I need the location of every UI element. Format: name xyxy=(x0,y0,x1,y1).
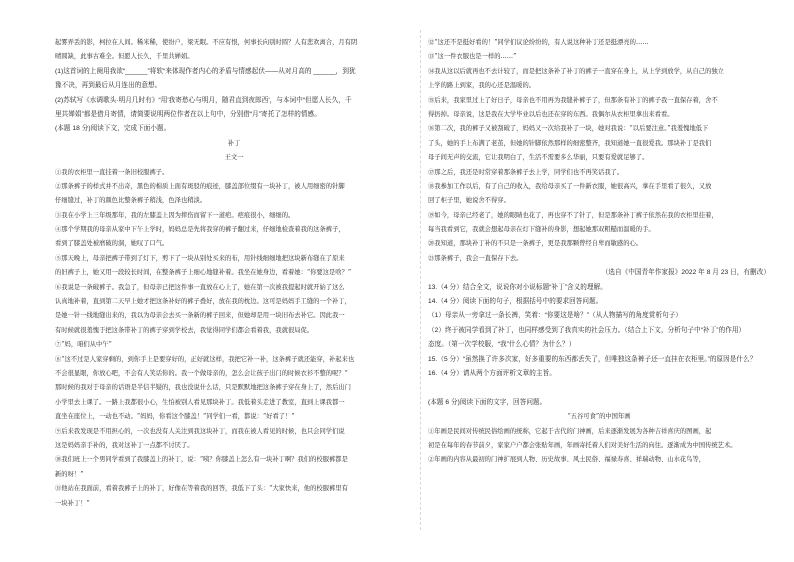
text-line: ⑦“妈，咱们从中午” xyxy=(55,341,112,349)
text-line: 母子间无声的交流，它让我明白了，生活不需要多么华丽，只要有爱就足够了。 xyxy=(428,154,649,162)
column-divider xyxy=(420,30,421,530)
right-column xyxy=(428,36,770,468)
text-line: 一块补丁！” xyxy=(55,499,90,507)
text-line: 13.（4 分）结合全文，说说你对小说标题“补丁”含义的理解。 xyxy=(428,283,607,291)
text-line: ⑪他站在我面前，看着我裤子上的补丁，好像在等着我的回答，我低下了头：“大家快来，他的校服裤里有 xyxy=(55,485,348,493)
text-line: 初是在每年的春节前夕，家家户户都会张贴年画，年画寄托着人们对美好生活的向往。逐渐成为中国传统艺术。 xyxy=(428,441,737,449)
text-line: 态度。（第一次学校服，“我”什么心情？为什么？） xyxy=(428,341,576,349)
text-line: （2）终于被同学看到了补丁，也同样感受到了我真实的社会压力。（结合上下文，分析句子中“补丁”的作用） xyxy=(428,326,746,334)
text-line: ⑮后来，我家里过上了好日子，母亲也不用再为我缝补裤子了，但那条有补丁的裤子我一直保存着，舍不 xyxy=(428,96,718,104)
text-line: 了头，她的手上布满了老茧，但她的针脚依然那样的细密整齐，我知道她一直很爱我。那块补丁是我们 xyxy=(428,139,712,147)
text-line: 那时候的我对于母亲的话语是半信半疑的，我也没说什么话，只是默默地把这条裤子穿在身上了，然后出门 xyxy=(55,384,351,392)
text-line xyxy=(428,381,770,395)
text-line: 这是妈妈亲手补的，我对这补丁一点都不讨厌了。 xyxy=(55,441,194,449)
text-line: ③我在小学上三年级那年，我的左膝盖上因为摔伤而留下一道疤。疤痕很小，细细的。 xyxy=(55,211,295,219)
text-line: 上学的路上到家，我的心还是温暖的。 xyxy=(428,82,536,90)
text-line: (2)苏轼写《水调歌头·明月几时有》“用'我寄愁心与明月，随君直到夜郎西'，与本词中“但愿人长久，千 xyxy=(55,96,352,104)
text-line: 不会很显眼，你放心吧，不会有人笑话你的。我一个做母亲的，怎么会让孩子出门的时候衣衫不整的呢？” xyxy=(55,369,348,377)
text-line: 看到了膝盖处被磨破的洞，她叹了口气。 xyxy=(55,240,169,248)
text-line: ①我的衣柜里一直挂着一条旧校服裤子。 xyxy=(55,168,169,176)
text-line: 得扔掉。母亲说，这是我在大学毕业以后也还在穿的东西。我偶尔从衣柜里拿出来看看。 xyxy=(428,110,674,118)
text-line: 仔细缝过，补丁的颜色比整条裤子稍浅，色泽也稍淡。 xyxy=(55,197,207,205)
text-line: 16.（4 分）请从两个方面评析文章的主旨。 xyxy=(428,369,556,377)
text-line: ④那个学期我的母亲从家中下午上学时，妈妈总是先将我穿的裤子翻过来，仔细地检查着我的这条裤子， xyxy=(55,226,345,234)
text-line: 新的呀！” xyxy=(55,470,84,478)
text-line: (本题 6 分)阅读下面的文字，回答问题。 xyxy=(428,398,547,406)
text-line: 的旧裤子上，她又用一段较长时间，在整条裤子上细心地缝补着。我坐在她身边，看着她：“你要这是啥？” xyxy=(55,269,352,277)
text-line: ⑱我参加工作以后，有了自己的收入，我给母亲买了一件新衣服，她很高兴，拿在手里看了很久，又放 xyxy=(428,182,712,190)
text-line: 补丁 xyxy=(227,139,241,147)
text-line: ⑯第二次，我的裤子又被刮破了，妈妈又一次给我补了一块，她对我说：“以后要注意。”我羞愧地低下 xyxy=(428,125,709,133)
text-line: ②那条裤子的样式并不出奇，黑色的棉质上面有斑驳的痕迹，膝盖部位缀有一块补丁，被人用细密的针脚 xyxy=(55,182,345,190)
text-line: ⑨后来我发现是不用担心的，一次也没有人关注到我这块补丁，而我在被人看见的时候，也只会同学们说 xyxy=(55,427,345,435)
text-line: 有时候就很羞愧于把这条带补丁的裤子穿到学校去，我觉得同学们都会看着我，我就很局促。 xyxy=(55,326,314,334)
text-line: 豫不决，再到最后从月连出的意想。 xyxy=(55,82,162,90)
text-line: 直坐在座位上，一动也不动。“妈妈，你看这个膝盖！”同学们一看，都说：“好看了！” xyxy=(55,413,295,421)
text-line: 里共婵娟”都是借月寄情，请简要说明两位作者在以上句中，分别借“月”寄托了怎样的情感。 xyxy=(55,110,321,118)
text-line: 起雾弄丢的影，柯拉在人间。稀米稀，使纷户，梁无眠。不应有恨，何事长向别时圆？人有悲欢离合，月有阴 xyxy=(55,39,358,46)
text-line: ⑤那天晚上，母亲把裤子带到了灯下，剪下了一块从别处买来的布，用针线细细地把这块新布缝在了原来 xyxy=(55,254,345,262)
text-line: ㉑那条裤子，我会一直保存下去。 xyxy=(428,254,523,262)
text-line: 王文一 xyxy=(224,154,244,162)
text-line: 14.（4 分）阅读下面的句子，根据括号中的要求回答问题。 xyxy=(428,298,603,306)
text-line: ⑥我说是一条破裤子。我急了，但母亲已把这件事一直放在心上了，她在第一次被我提起时就开始了这么 xyxy=(55,283,345,291)
text-line: ①年画是民间对传统民俗绘画的统称，它起于古代的门神画，后来逐渐发展为各种吉祥喜庆的图画，起 xyxy=(428,427,712,435)
text-line: 回了柜子里，她说舍不得穿。 xyxy=(428,197,510,205)
text-line: 15.（5 分）“虽然换了许多次家，好多重要的东西都丢失了，但唯独这条裤子还一直挂在衣柜里。”的原因是什么？ xyxy=(428,355,757,363)
text-line: ⑳我知道，那块补丁补的不只是一条裤子，更是我那颗曾经自卑而敏感的心。 xyxy=(428,240,643,248)
text-line: 晴圆缺，此事古难全。但愿人长久，千里共婵娟。 xyxy=(55,53,194,61)
text-line: ⑫“这还不是挺好看的！”同学们议论纷纷的，有人说这种补丁还是挺漂亮的…… xyxy=(428,39,649,46)
text-line: （选自《中国青年作家报》2022 年 8 月 23 日，有删改） xyxy=(601,269,770,277)
text-line: “五谷可食”的中国年画 xyxy=(567,413,631,421)
text-line: 认真地补着，直到第二天早上她才把这条补好的裤子叠好，放在我的枕边。这可是妈妈手工缝的一个补丁， xyxy=(55,298,351,306)
text-line: 是她一针一线地缝出来的，我以为母亲会去买一条新的裤子回来，但她却是用一块旧布去补它。因此我一 xyxy=(55,312,345,320)
text-line: (1)这首词的上阕用我欲“______”将软“来体现作者内心的矛盾与情感起伏——从对月高的 ______，到犹 xyxy=(55,67,356,75)
text-line: 每当我看到它，我就会想起母亲在灯下缝补的身影，想起她那双粗糙而温暖的手。 xyxy=(428,226,655,234)
text-line: ⑭我从这以后就再也不去计较了，而是把这条补了补丁的裤子一直穿在身上，从上学到放学，从自己的独立 xyxy=(428,67,724,75)
text-line: 小学里去上课了。一路上我都很小心，生怕被别人看见那块补丁。我低着头走进了教室，直到上课我都一 xyxy=(55,398,345,406)
text-line: ⑩我们班上一个男同学看到了我膝盖上的补丁，说：“咦？你膝盖上怎么有一块补丁啊？我们的校服裤都是 xyxy=(55,456,348,464)
text-line: ⑬“这一件衣服也是一样的……” xyxy=(428,53,517,61)
text-line: ⑰那之后，我还是时常穿着那条裤子去上学，同学们也不再笑话我了。 xyxy=(428,168,624,176)
text-line: ⑲如今，母亲已经老了，她的眼睛也花了，再也穿不了针了，但是那条补丁裤子依然在我的衣柜里挂着， xyxy=(428,211,718,219)
text-line: （1）母亲从一旁拿过一条长裤，笑着：“你要这是啥？”（从人物描写的角度赏析句子） xyxy=(428,312,683,320)
text-line: ②年画的内容从最初的门神扩展到人物、历史故事、风土民俗、福禄寿喜、祥瑞动物、山水花鸟等， xyxy=(428,456,706,464)
text-line: ⑧“这不过是人家穿剩的，到你手上是要穿好的，正好就这样，我把它补一补，这条裤子就还能穿，补起来也 xyxy=(55,355,355,363)
text-line: (本题 18 分)阅读下文，完成下面小题。 xyxy=(55,125,171,133)
left-column xyxy=(55,36,413,511)
